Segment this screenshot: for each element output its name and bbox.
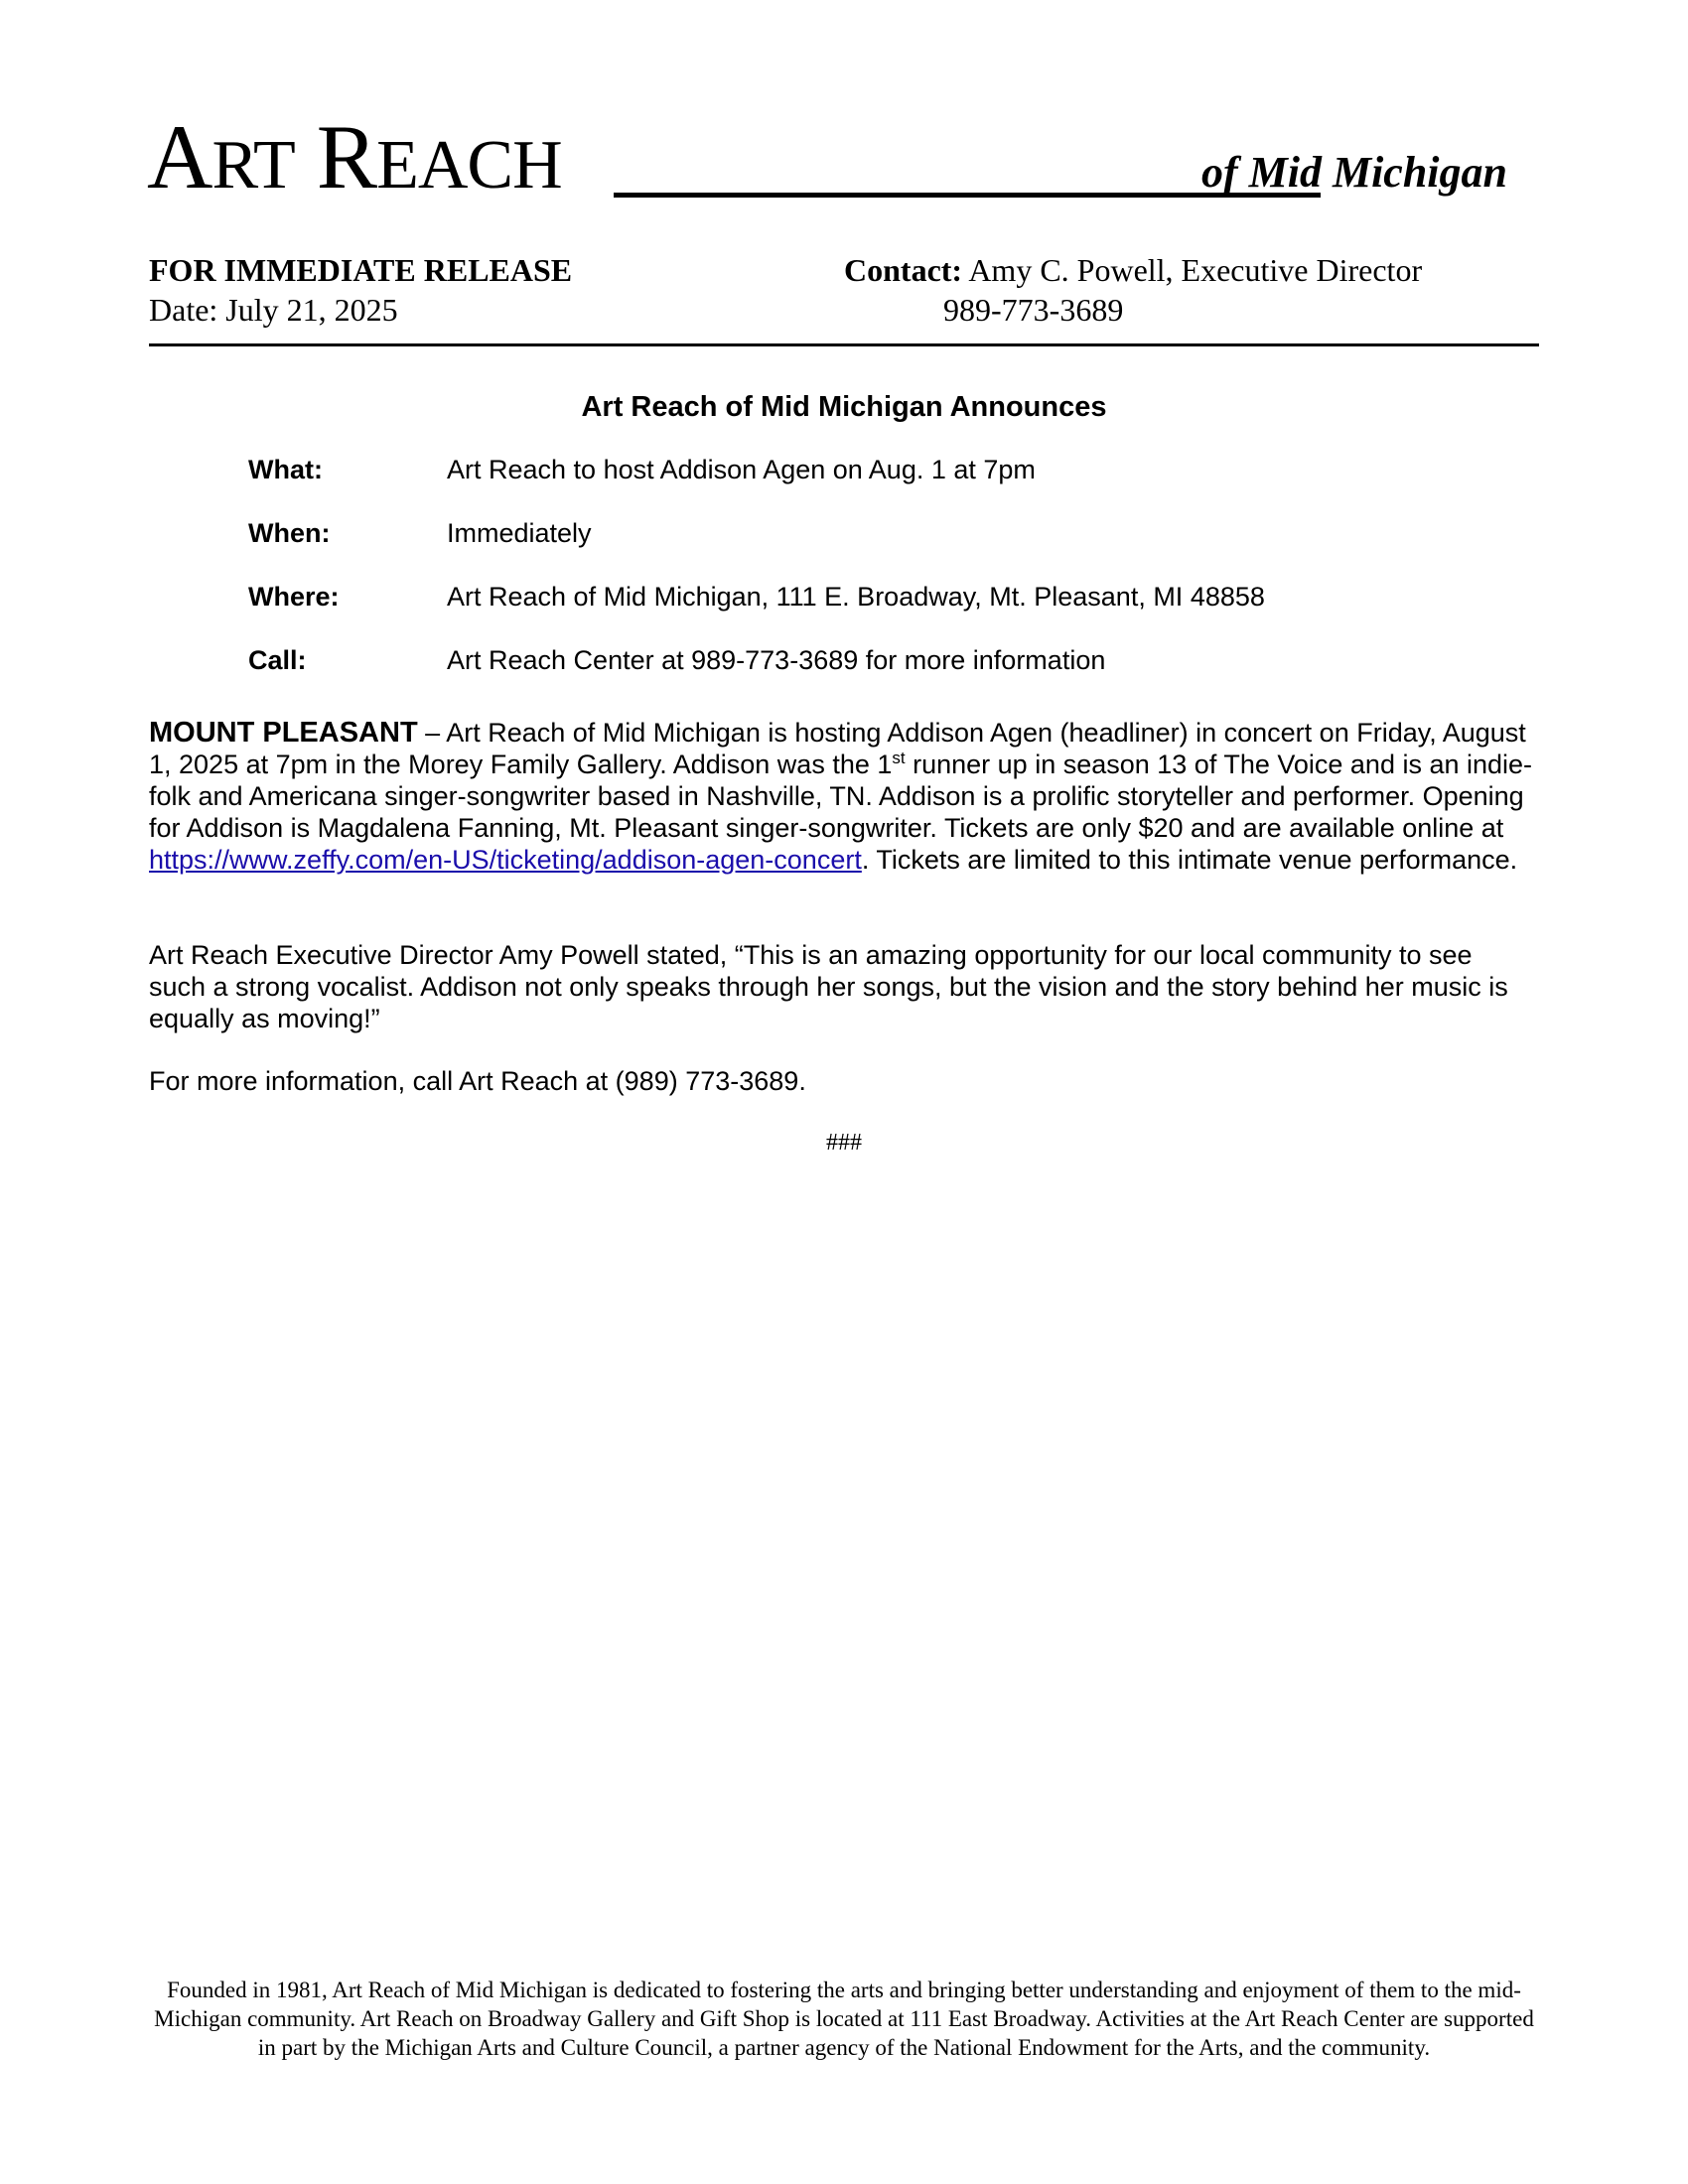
letterhead [147, 107, 1507, 206]
release-block [149, 250, 572, 330]
info-value: Immediately [447, 518, 592, 548]
info-row-call [248, 645, 1489, 709]
logo-letters-rt: RT [211, 127, 295, 204]
footer-note: Founded in 1981, Art Reach of Mid Michigan is dedicated to fostering the arts and bringing better understanding and enjoyment of them to the mid-Michigan community. Art Reach on Broadway Gallery and Gift Shop is located at 111 East Broadway. Activities at the Art Reach Center are supported in part by the Michigan Arts and Culture Council, a partner agency of the National Endowment for the Arts, and the community. [154, 1978, 1534, 2060]
paragraph-text: – Art Reach of Mid Michigan is hosting Addison Agen (headliner) in concert on Friday, August 1, 2025 at 7pm in the Morey Family Gallery. Addison was the 1 [149, 718, 1526, 779]
body-paragraph-2: Art Reach Executive Director Amy Powell stated, “This is an amazing opportunity for our local community to see such a strong vocalist. Addison not only speaks through her songs, but the vision and the story behind her music is equally as moving!” [149, 940, 1508, 1033]
release-date: Date: July 21, 2025 [149, 292, 398, 328]
info-value: Art Reach to host Addison Agen on Aug. 1 at 7pm [447, 455, 1036, 484]
info-value: Art Reach of Mid Michigan, 111 E. Broadway, Mt. Pleasant, MI 48858 [447, 582, 1265, 612]
announcement-title: Art Reach of Mid Michigan Announces [581, 391, 1107, 423]
contact-name: Amy C. Powell, Executive Director [968, 252, 1423, 288]
contact-label: Contact: [844, 252, 963, 288]
contact-block [844, 250, 1422, 330]
logo-tagline: of Mid Michigan [1200, 148, 1507, 197]
info-label: Where: [248, 582, 340, 612]
dateline: MOUNT PLEASANT [149, 717, 418, 749]
paragraph-text: runner up in season 13 of The Voice and is an indie-folk and Americana singer-songwriter based in Nashville, TN. Addison is a prolific storyteller and performer. Opening for Addison is Magdalena Fanning, Mt. Pleasant singer-songwriter. Tickets are only $20 and are available online at [149, 750, 1533, 843]
release-heading: FOR IMMEDIATE RELEASE [149, 252, 573, 288]
header-divider [149, 343, 1539, 346]
event-info-table [248, 455, 1489, 709]
end-mark: ### [826, 1130, 862, 1156]
info-label: When: [248, 518, 331, 548]
body-paragraph-3: For more information, call Art Reach at (989) 773-3689. [149, 1066, 806, 1096]
info-row-when [248, 518, 1489, 582]
logo-letter-a: A [147, 106, 212, 207]
info-label: Call: [248, 645, 307, 675]
info-value: Art Reach Center at 989-773-3689 for more information [447, 645, 1106, 675]
body-paragraph-1 [149, 717, 1534, 876]
logo-letter-r: R [316, 106, 377, 207]
info-row-what [248, 455, 1489, 518]
ordinal-suffix: st [892, 749, 906, 767]
paragraph-text: . Tickets are limited to this intimate venue performance. [861, 845, 1518, 875]
info-row-where [248, 582, 1489, 645]
ticket-link[interactable]: https://www.zeffy.com/en-US/ticketing/addison-agen-concert [149, 845, 862, 875]
contact-line [844, 250, 1422, 290]
contact-phone: 989-773-3689 [943, 292, 1124, 328]
logo-letters-each: EACH [376, 127, 562, 204]
info-label: What: [248, 455, 323, 484]
logo-wordmark [147, 107, 562, 215]
